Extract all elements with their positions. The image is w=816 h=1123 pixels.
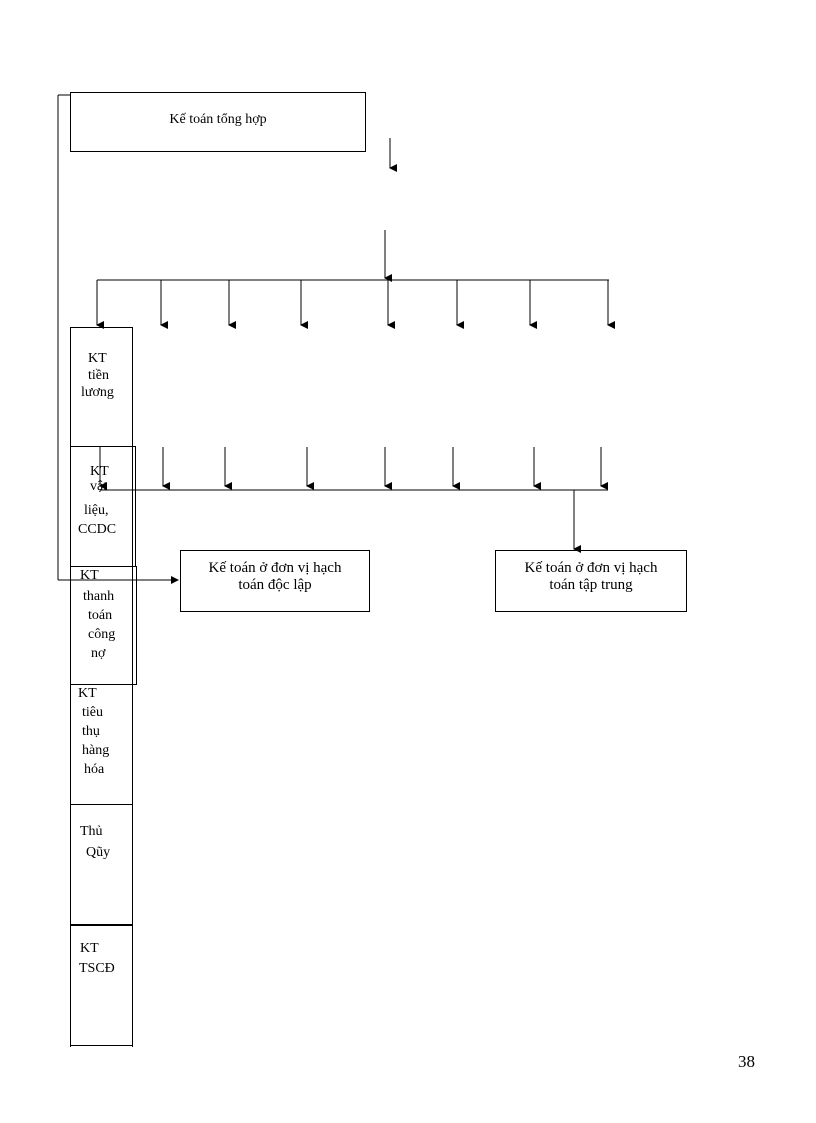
column-item [70,926,134,1046]
unit-box-line: Kế toán ở đơn vị hạch [524,560,658,576]
column-item-line: lương [81,385,114,400]
unit-box-centralized [495,550,687,612]
column-item-line: thụ [82,724,100,739]
column-item-line: CCDC [78,522,117,537]
column-item [70,566,134,684]
column-item [70,327,134,447]
column-item-line: hàng [82,743,110,758]
unit-box-line: toán độc lập [238,577,312,593]
column-item-line: Thủ [80,824,103,839]
header-box-label: Kế toán tổng hợp [169,112,267,127]
column-item-line: nợ [91,646,106,661]
column-item-line: KT [80,941,99,956]
column-item-line: thanh [83,589,115,604]
column-item-line: hóa [84,762,105,777]
column-item [70,446,134,566]
column-item-line: tiêu [82,705,103,720]
unit-box-line: Kế toán ở đơn vị hạch [208,560,342,576]
column-item [70,805,134,925]
column-item-line: liệu, [84,503,109,518]
column-item-line: tiền [88,368,109,383]
column-item-line: KT [90,464,109,479]
unit-box-line: toán tập trung [549,577,633,593]
column-item-line: công [88,627,116,642]
column-item [70,685,134,805]
column-item-line: Qũy [86,845,111,860]
column-item-line: toán [88,608,113,623]
column-item-line: vật [90,479,108,494]
column-item-line: KT [78,686,97,701]
column-item-line: TSCĐ [79,961,115,976]
header-box [70,92,366,152]
unit-box-independent [180,550,370,612]
column-item-line: KT [88,351,107,366]
column-item-line: KT [80,568,99,583]
page-number: 38 [738,1052,755,1071]
